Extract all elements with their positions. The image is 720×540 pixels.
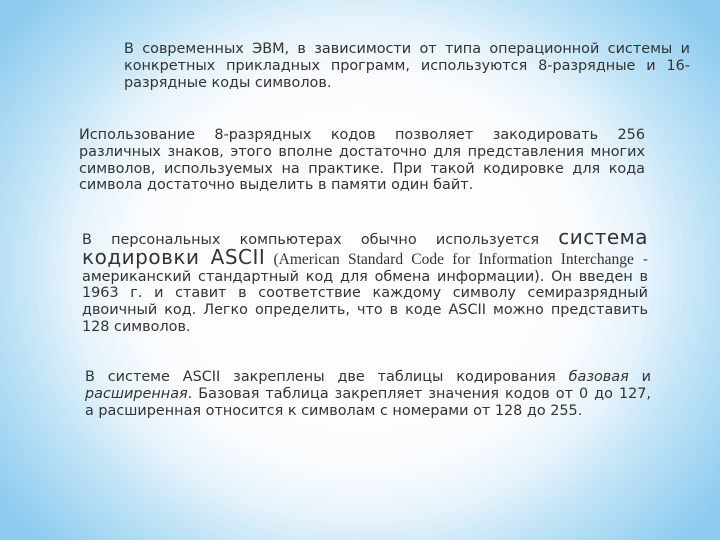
paragraph-3-lead: В персональных компьютерах обычно используется: [82, 232, 559, 248]
term-base-table: базовая: [568, 369, 629, 385]
paragraph-modern-computers: [70, 41, 690, 91]
paragraph-4-rest: . Базовая таблица закрепляет значения кодов от 0 до 127, а расширенная относится к символам с номерами от 128 до 255.: [85, 385, 651, 419]
paragraph-4-and: и: [628, 369, 651, 385]
paragraph-ascii-tables: [70, 369, 651, 419]
paragraph-4-lead: В системе ASCII закреплены две таблицы кодирования: [85, 369, 569, 385]
paragraph-ascii-system: [70, 225, 648, 336]
paragraph-8bit-codes: [70, 127, 645, 194]
paragraph-2-text: Использование 8-разрядных кодов позволяет закодировать 256 различных знаков, этого вполне достаточно для представления многих символов, используемых на практике. При такой кодировке для кода символа достаточно выделить в памяти один байт.: [79, 127, 645, 194]
paragraph-1-text: В современных ЭВМ, в зависимости от типа операционной системы и конкретных прикладных программ, используются 8-разрядные и 16-разрядные коды символов.: [124, 41, 690, 91]
term-extended-table: расширенная: [85, 385, 188, 402]
ascii-expansion: (American Standard Code for Information Interchange: [265, 250, 634, 268]
term-ascii-system: система кодировки ASCII: [82, 225, 648, 269]
paragraph-3-rest: - американский стандартный код для обмена информации). Он введен в 1963 г. и ставит в соответствие каждому символу семиразрядный двоичный код. Легко определить, что в коде ASCII можно представить 128 символов.: [82, 251, 648, 335]
